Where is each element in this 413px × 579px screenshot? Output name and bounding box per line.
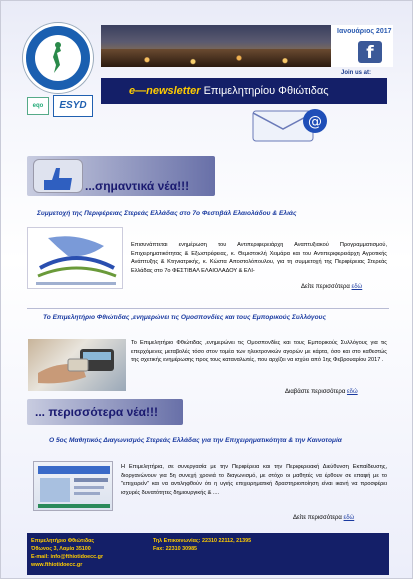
divider [27, 308, 389, 309]
article-3-title[interactable]: Ο 5ος Μαθητικός Διαγωνισμός Στερεάς Ελλάδας για την Επιχειρηματικότητα & την Καινοτομία [49, 437, 342, 444]
join-us-label: Join us at: [341, 70, 372, 76]
article-1-title[interactable]: Συμμετοχή της Περιφέρειας Στερεάς Ελλάδας στο 7ο Φεστιβάλ Ελαιολάδου & Ελιάς [37, 210, 297, 217]
footer-fax: Fax: 22310 30985 [153, 546, 198, 552]
article-2-image [28, 339, 126, 391]
footer-website[interactable]: www.fthiotidoecc.gr [31, 562, 83, 568]
newsletter-title-bar [101, 78, 387, 104]
article-1-more: Δείτε περισσότερα εδώ [301, 284, 363, 290]
article-2-more-link[interactable]: εδώ [346, 389, 358, 395]
article-3-more-link[interactable]: εδώ [343, 515, 355, 521]
chamber-logo [23, 23, 93, 93]
footer-email[interactable]: E-mail: info@fthiotidoecc.gr [31, 554, 104, 560]
article-1-more-link[interactable]: εδώ [351, 284, 363, 290]
footer-contact [31, 537, 103, 569]
footer-phone: Τηλ Επικοινωνίας: 22310 22112, 21395 [153, 538, 252, 544]
email-icon [247, 105, 337, 145]
article-2-body: Το Επιμελητήριο Φθιώτιδας ,ενημερώνει τις Ομοσπονδίες και τους Εμπορικούς Συλλόγους για τις επερχόμενες μεταβολές τόσο στον τομέα των ηλεκτρονικών αγορών με κάρτα, όσο και στο καθεστώς της σχετικής ενημέρωσης προς τους καταναλωτές, που αρχίζει να ισχύει από 1ης Φεβρουαρίου 2017 . [131, 340, 387, 364]
important-news-heading: ...σημαντικά νέα!!! [85, 179, 190, 193]
article-3-more: Δείτε περισσότερα εδώ [293, 515, 355, 521]
issue-date: Ιανουάριος 2017 [337, 28, 392, 35]
newsletter-brand: e—newsletter [129, 85, 201, 97]
more-news-heading: ... περισσότερα νέα!!! [35, 405, 159, 419]
footer [27, 533, 389, 575]
article-2-title[interactable]: Το Επιμελητήριο Φθιώτιδας ,ενημερώνει τις Ομοσπονδίες και τους Εμπορικούς Συλλόγους [43, 314, 327, 321]
eqo-badge: eqo [27, 97, 49, 115]
svg-text:@: @ [308, 114, 322, 130]
footer-phones [153, 537, 251, 553]
newsletter-title: Επιμελητηρίου Φθιώτιδας [203, 85, 329, 97]
facebook-icon[interactable]: f [358, 41, 382, 63]
header-photo [101, 25, 331, 67]
article-2-more: Διαβάστε περισσότερα εδώ [285, 389, 358, 395]
article-3-image [33, 461, 113, 511]
article-1-body: Επισυνάπτεται ενημέρωση του Αντιπεριφερειάρχη Αναπτυξιακού Προγραμματισμού, Επιχειρηματικότητας & Εξωστρέφειας, κ. Θεμιστοκλή Χειμάρα και του Αντιπεριφερειάρχη Αγροτικής Ανάπτυξης & Κτηνιατρικής, κ. Κώστα Αποστολόπουλου, για τη συμμετοχή της Περιφέρειας Στερεάς Ελλάδας στο 7ο ΦΕΣΤΙΒΑΛ ΕΛΑΙΟΛΑΔΟΥ & ΕΛΙ- [131, 242, 387, 274]
footer-org: Επιμελητήριο Φθιώτιδας [31, 538, 95, 544]
footer-address: Όθωνος 3, Λαμία 35100 [31, 546, 91, 552]
thumbs-up-icon [33, 159, 83, 193]
article-3-body: Η Επιμελητήρια, σε συνεργασία με την Περιφέρεια και την Περιφερειακή Διεύθυνση Εκπαίδευσης, διοργανώνουν για 5η συνεχή χρονιά το διαγωνισμό, με στόχο οι μαθητές να έρθουν σε επαφή με το "επιχειρείν" και να αντιληφθούν ότι η υγιής επιχειρηματική δραστηριοποίηση είναι ικανή να προσφέρει ισχυρές δυνατότητες δημιουργικής & .... [121, 464, 387, 496]
article-1-image [27, 227, 123, 289]
esyd-badge: ESYD [53, 95, 93, 117]
